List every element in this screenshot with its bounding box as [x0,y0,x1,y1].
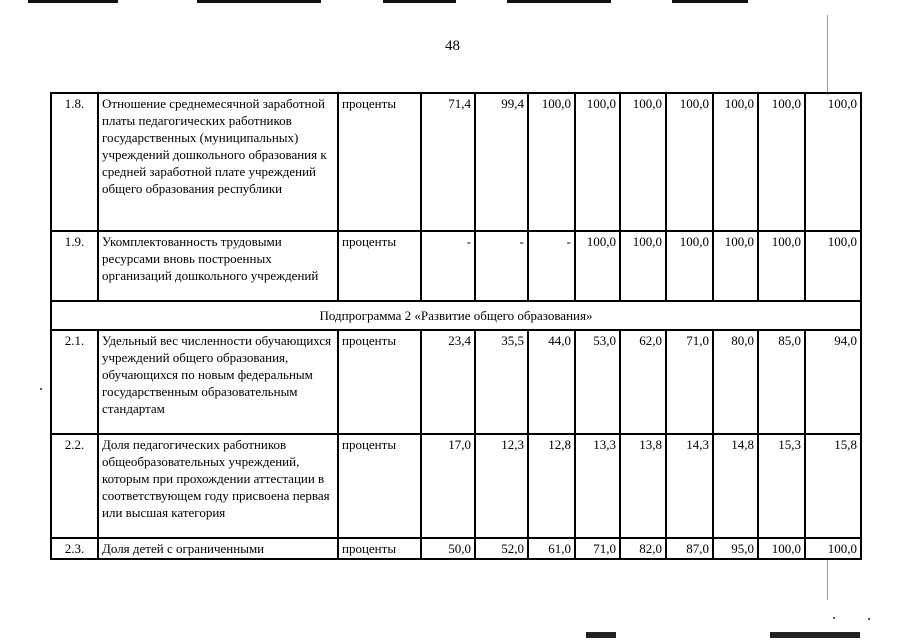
scan-margin-line [827,15,828,95]
table-row [51,538,861,559]
scan-speck [833,617,835,619]
row-number: 1.9. [51,231,98,301]
value-cell: 50,0 [421,538,475,559]
value-cell: 15,8 [805,434,861,538]
value-cell: 95,0 [713,538,758,559]
value-cell: 71,0 [666,330,713,434]
value-cell: 14,3 [666,434,713,538]
value-cell: 100,0 [620,93,666,231]
unit-cell: проценты [338,93,421,231]
indicator-name: Укомплектованность трудовыми ресурсами вновь построенных организаций дошкольного учреждений [98,231,338,301]
value-cell: 13,3 [575,434,620,538]
value-cell: 100,0 [758,538,805,559]
value-cell: 87,0 [666,538,713,559]
value-cell: - [421,231,475,301]
table-row [51,330,861,434]
section-header-row [51,301,861,330]
value-cell: 100,0 [666,93,713,231]
value-cell: 44,0 [528,330,575,434]
unit-cell: проценты [338,231,421,301]
table-row [51,434,861,538]
indicator-name: Доля детей с ограниченными [98,538,338,559]
row-number: 2.2. [51,434,98,538]
section-title: Подпрограмма 2 «Развитие общего образования» [51,301,861,330]
value-cell: 100,0 [758,93,805,231]
value-cell: 53,0 [575,330,620,434]
value-cell: 80,0 [713,330,758,434]
table-row [51,93,861,231]
top-rule [383,0,456,3]
value-cell: 52,0 [475,538,528,559]
value-cell: 12,8 [528,434,575,538]
value-cell: 85,0 [758,330,805,434]
value-cell: 100,0 [528,93,575,231]
top-rule [28,0,118,3]
top-rule [197,0,321,3]
indicator-name: Отношение среднемесячной заработной платы педагогических работников государственных (муниципальных) учреждений дошкольного образования к средней заработной плате учреждений общего образования республики [98,93,338,231]
row-number: 2.1. [51,330,98,434]
scan-speck [868,618,870,620]
value-cell: 15,3 [758,434,805,538]
value-cell: 14,8 [713,434,758,538]
indicator-name: Доля педагогических работников общеобразовательных учреждений, которым при прохождении аттестации в соответствующем году присвоена первая или высшая категория [98,434,338,538]
row-number: 2.3. [51,538,98,559]
value-cell: 100,0 [805,538,861,559]
value-cell: 71,4 [421,93,475,231]
indicators-table [50,92,862,560]
scan-margin-line [827,560,828,600]
value-cell: - [528,231,575,301]
value-cell: 17,0 [421,434,475,538]
top-rule [507,0,611,3]
value-cell: - [475,231,528,301]
indicator-name: Удельный вес численности обучающихся учреждений общего образования, обучающихся по новым федеральным государственным образовательным стандартам [98,330,338,434]
value-cell: 100,0 [713,93,758,231]
value-cell: 100,0 [620,231,666,301]
top-rule [672,0,748,3]
unit-cell: проценты [338,434,421,538]
value-cell: 62,0 [620,330,666,434]
value-cell: 13,8 [620,434,666,538]
value-cell: 100,0 [713,231,758,301]
value-cell: 100,0 [805,231,861,301]
value-cell: 100,0 [666,231,713,301]
scan-mark [586,632,616,638]
value-cell: 35,5 [475,330,528,434]
value-cell: 61,0 [528,538,575,559]
value-cell: 100,0 [575,93,620,231]
value-cell: 100,0 [758,231,805,301]
scan-speck [40,388,42,390]
value-cell: 99,4 [475,93,528,231]
value-cell: 82,0 [620,538,666,559]
row-number: 1.8. [51,93,98,231]
unit-cell: проценты [338,538,421,559]
table-row [51,231,861,301]
unit-cell: проценты [338,330,421,434]
value-cell: 94,0 [805,330,861,434]
page-number: 48 [445,38,460,54]
value-cell: 71,0 [575,538,620,559]
value-cell: 100,0 [575,231,620,301]
value-cell: 12,3 [475,434,528,538]
value-cell: 23,4 [421,330,475,434]
scan-mark [770,632,860,638]
value-cell: 100,0 [805,93,861,231]
